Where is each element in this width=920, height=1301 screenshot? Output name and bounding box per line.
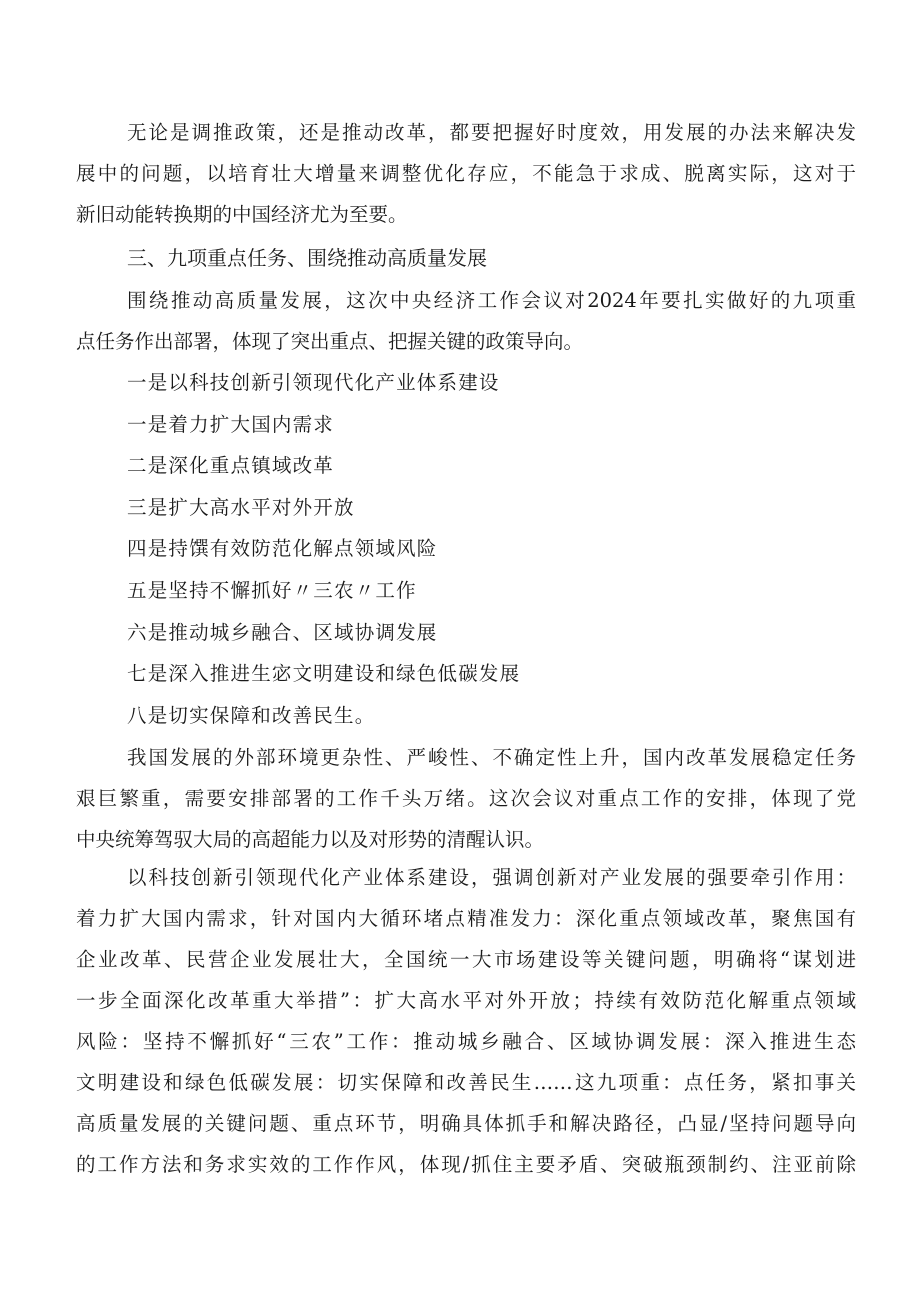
paragraph-line: 企业改革、民营企业发展壮大，全国统一大市场建设等关键问题，明确将“谋划进: [76, 948, 856, 971]
paragraph-line: 展中的问题，以培育壮大增量来调整优化存应，不能急于求成、脱离实际，这对于: [76, 162, 856, 185]
paragraph-line: 无论是调推政策，还是推动改革，都要把握好时度效，用发展的办法来解决发: [127, 121, 856, 144]
paragraph-line: 高质量发展的关键问题、重点环节，明确具体抓手和解决路径，凸显/坚持问题导向: [76, 1112, 856, 1135]
task-item: 二是深化重点镇域改革: [127, 454, 335, 477]
task-item: 三是扩大高水平对外开放: [127, 496, 355, 519]
paragraph-external-environment: [76, 737, 856, 860]
section-heading: 三、九项重点任务、围绕推动高质量发展: [127, 246, 487, 270]
paragraph-line: 一步全面深化改革重大举措”：扩大高水平对外开放；持续有效防范化解重点领域: [76, 989, 856, 1012]
paragraph-line: 着力扩大国内需求，针对国内大循环堵点精准发力：深化重点领域改革，聚焦国有: [76, 907, 856, 930]
task-item: 七是深入推进生宓文明建设和绿色低碳发展: [127, 662, 521, 685]
paragraph-line: 点任务作出部署，体现了突出重点、把握关键的政策导向。: [76, 330, 584, 353]
paragraph-line: 风险：坚持不懈抓好“三农”工作：推动城乡融合、区域协调发展：深入推进生态: [76, 1030, 856, 1053]
paragraph-policy-timing: [76, 112, 856, 235]
task-item: 六是推动城乡融合、区域协调发展: [127, 621, 438, 644]
paragraph-line: 文明建设和绿色低碳发展：切实保障和改善民生……这九项重：点任务，紧扣事关: [76, 1071, 856, 1094]
paragraph-line: 新旧动能转换期的中国经济尤为至要。: [76, 203, 408, 226]
task-item: 一是着力扩大国内需求: [127, 413, 335, 436]
task-item: 四是持馔有效防范化解点领域风险: [127, 537, 438, 560]
paragraph-task-details: [76, 857, 856, 1185]
paragraph-line: 艰巨繁重，需要安排部署的工作千头万绪。这次会议对重点工作的安排，体现了党: [76, 787, 856, 810]
task-item: 五是坚持不懈抓好〃三农〃工作: [127, 579, 417, 602]
paragraph-line: 中央统筹驾驭大局的高超能力以及对形势的清醒认识。: [76, 828, 545, 851]
paragraph-nine-tasks-intro: [76, 280, 856, 362]
paragraph-line: 的工作方法和务求实效的工作作风，体现/抓住主要矛盾、突破瓶颈制约、注亚前除: [76, 1153, 856, 1176]
paragraph-line: 我国发展的外部环境更杂性、严峻性、不确定性上升，国内改革发展稳定任务: [127, 746, 856, 769]
task-item: 八是切实保障和改善民生。: [127, 704, 376, 727]
task-item: 一是以科技创新引领现代化产业体系建设: [127, 371, 500, 394]
paragraph-line: 以科技创新引领现代化产业体系建设，强调创新对产业发展的强要牵引作用：: [127, 866, 856, 889]
paragraph-line: 围绕推动高质量发展，这次中央经济工作会议对2024年要扎实做好的九项重: [127, 289, 856, 312]
